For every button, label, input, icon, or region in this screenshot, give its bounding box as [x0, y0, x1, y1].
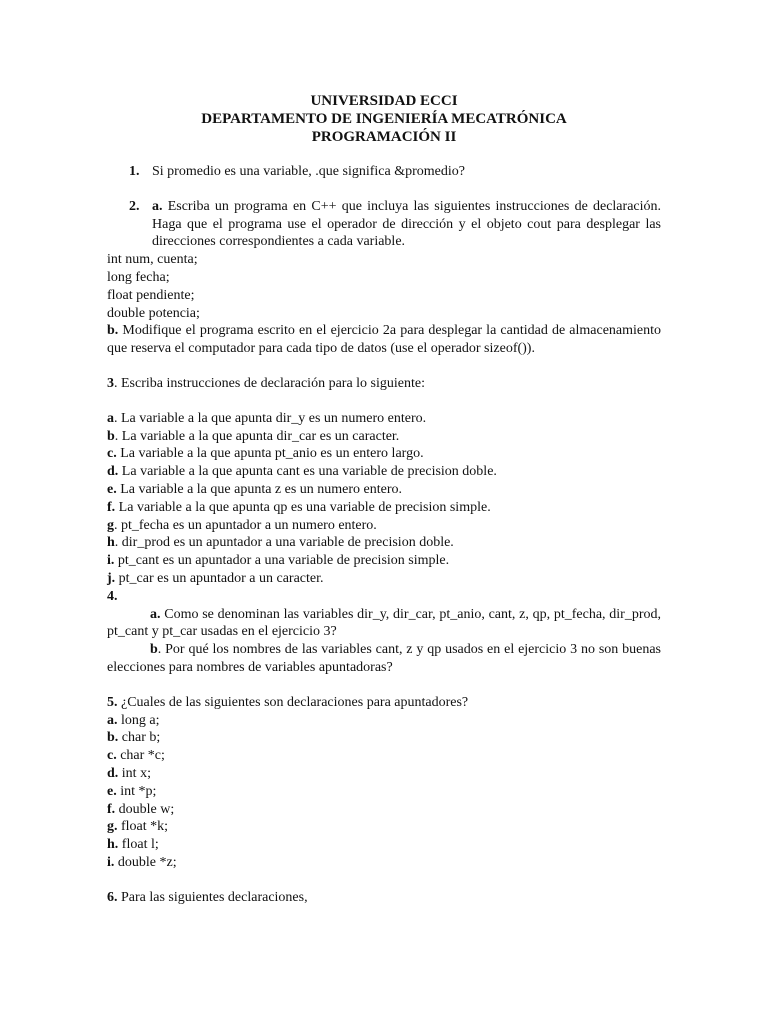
item-text: . Por qué los nombres de las variables cant, z y qp usados en el ejercicio 3 no son buenas elecciones para nombres de variables apuntadoras?: [107, 642, 661, 675]
question-number: 2.: [129, 198, 140, 214]
question-4a: [107, 606, 661, 642]
question-2a: [152, 198, 661, 251]
list-item: d. La variable a la que apunta cant es una variable de precision doble.: [107, 464, 497, 480]
item-label: b.: [107, 323, 119, 339]
university-name: UNIVERSIDAD ECCI: [310, 93, 458, 109]
question-number: 5.: [107, 694, 118, 710]
question-number: 3: [107, 375, 114, 391]
question-4-number: 4.: [107, 588, 118, 604]
list-item: e. La variable a la que apunta z es un numero entero.: [107, 481, 403, 497]
question-2b: [107, 322, 661, 358]
list-item: f. double w;: [107, 801, 175, 817]
item-label: a.: [150, 606, 161, 622]
list-item: h. float l;: [107, 837, 159, 853]
list-item: c. La variable a la que apunta pt_anio es un entero largo.: [107, 446, 424, 462]
question-number: 6.: [107, 889, 118, 905]
item-label: b: [150, 642, 158, 658]
item-text: Como se denominan las variables dir_y, dir_car, pt_anio, cant, z, qp, pt_fecha, dir_prod, pt_cant y pt_car usadas en el ejercicio 3?: [107, 606, 661, 640]
code-declarations: [107, 251, 661, 322]
code-line: int num, cuenta;: [107, 252, 198, 268]
list-item: d. int x;: [107, 765, 151, 781]
list-item: b. char b;: [107, 730, 161, 746]
code-line: float pendiente;: [107, 287, 195, 303]
document-header: [107, 92, 661, 146]
list-item: g. float *k;: [107, 819, 169, 835]
question-number: 1.: [129, 164, 140, 179]
list-item: i. pt_cant es un apuntador a una variable de precision simple.: [107, 553, 450, 569]
question-4b: [107, 641, 661, 677]
item-label: a.: [152, 198, 163, 214]
list-item: j. pt_car es un apuntador a un caracter.: [107, 570, 324, 586]
list-item: a. La variable a la que apunta dir_y es un numero entero.: [107, 410, 427, 426]
question-text: ¿Cuales de las siguientes son declaraciones para apuntadores?: [117, 694, 469, 710]
question-text: Si promedio es una variable, .que significa &promedio?: [152, 164, 465, 179]
list-item: b. La variable a la que apunta dir_car es un caracter.: [107, 428, 400, 444]
question-5-items: [107, 712, 661, 872]
list-item: i. double *z;: [107, 854, 177, 870]
question-2: [129, 198, 661, 251]
question-6: [107, 889, 661, 907]
list-item: c. char *c;: [107, 748, 165, 764]
question-5: [107, 694, 661, 712]
code-line: double potencia;: [107, 305, 200, 321]
question-3-items: [107, 410, 661, 588]
list-item: g. pt_fecha es un apuntador a un numero entero.: [107, 517, 377, 533]
item-text: Modifique el programa escrito en el ejercicio 2a para desplegar la cantidad de almacenamiento que reserva el computador para cada tipo de datos (use el operador sizeof()).: [107, 323, 662, 357]
question-1: [129, 163, 661, 181]
question-3: [107, 375, 661, 393]
list-item: h. dir_prod es un apuntador a una variable de precision doble.: [107, 535, 454, 551]
code-line: long fecha;: [107, 269, 170, 285]
question-text: . Escriba instrucciones de declaración para lo siguiente:: [114, 375, 425, 391]
list-item: a. long a;: [107, 712, 160, 728]
department-name: DEPARTAMENTO DE INGENIERÍA MECATRÓNICA: [201, 111, 567, 127]
list-item: f. La variable a la que apunta qp es una variable de precision simple.: [107, 499, 491, 515]
question-text: Para las siguientes declaraciones,: [117, 889, 308, 905]
course-name: PROGRAMACIÓN II: [311, 129, 457, 145]
item-text: Escriba un programa en C++ que incluya las siguientes instrucciones de declaración. Haga que el programa use el operador de dirección y el objeto cout para desplegar las direcciones correspondientes a cada variable.: [152, 198, 662, 250]
list-item: e. int *p;: [107, 783, 157, 799]
